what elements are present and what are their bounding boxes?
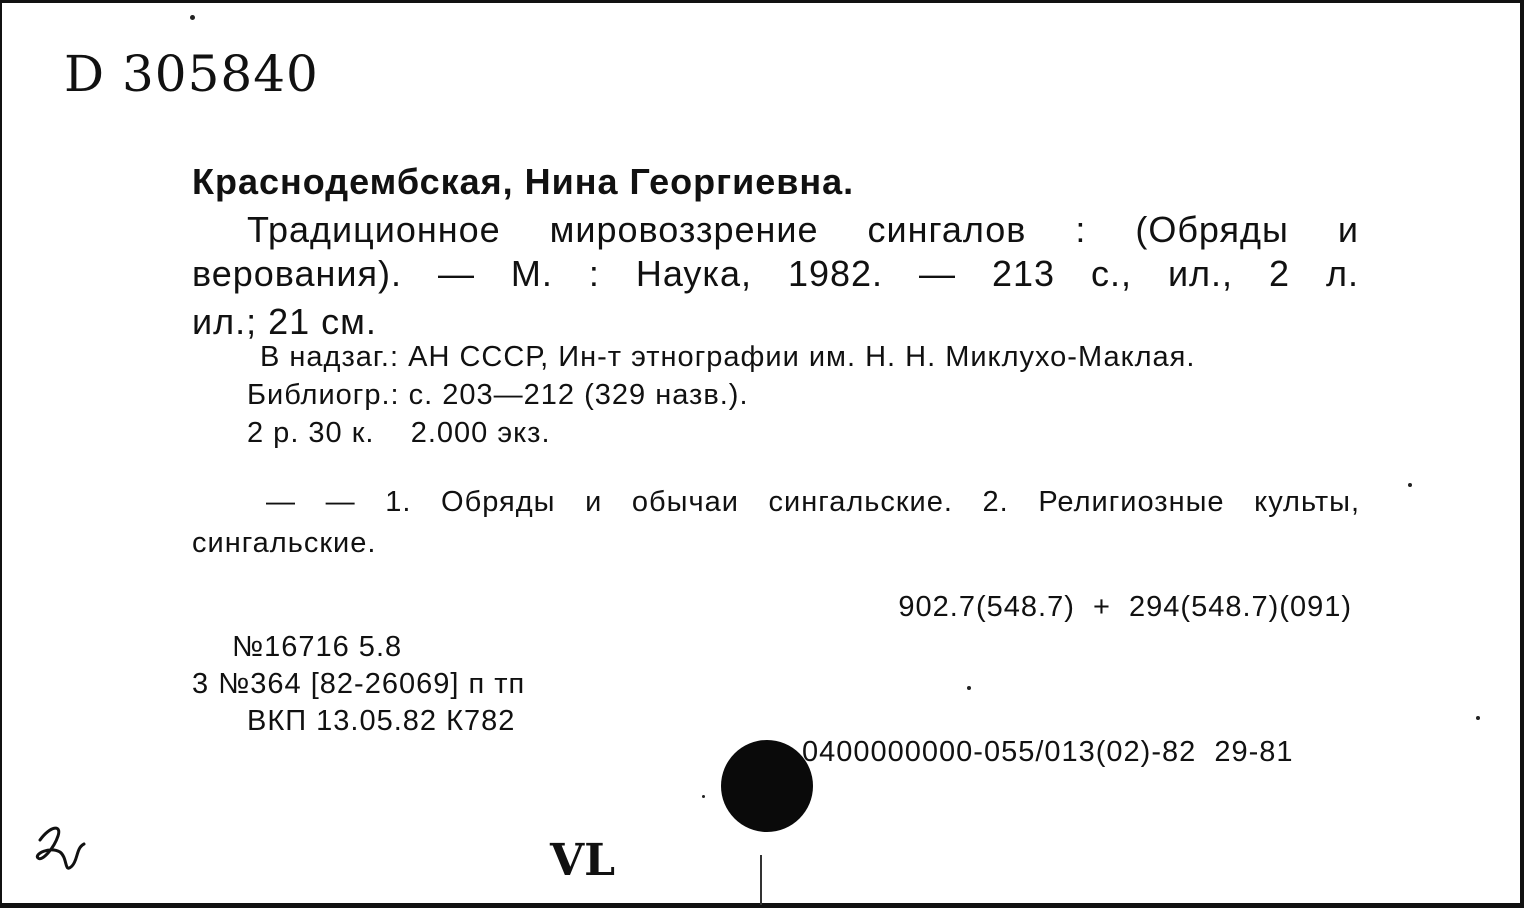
subject-line-2: сингальские. xyxy=(192,527,377,559)
handwritten-vl-mark: VL xyxy=(550,835,616,886)
note-bibliography: Библиогр.: с. 203—212 (329 назв.). xyxy=(247,379,749,411)
author-heading: Краснодембская, Нина Георгиевна. xyxy=(192,161,855,202)
dust-speck xyxy=(702,795,705,798)
edge-mark xyxy=(760,855,762,905)
note-price: 2 р. 30 к. 2.000 экз. xyxy=(247,417,551,449)
dust-speck xyxy=(1408,483,1412,487)
title-line-3: ил.; 21 см. xyxy=(192,301,377,342)
classification-index: 902.7(548.7) + 294(548.7)(091) xyxy=(898,591,1352,623)
call-number: D 305840 xyxy=(64,45,319,103)
title-line-1: Традиционное мировоззрение сингалов : (Обряды и xyxy=(247,209,1359,250)
dust-speck xyxy=(1476,716,1480,720)
dust-speck xyxy=(190,15,195,20)
registration-line-3: ВКП 13.05.82 К782 xyxy=(247,705,516,737)
punch-hole xyxy=(721,740,813,832)
subject-line-1: — — 1. Обряды и обычаи сингальские. 2. Религиозные культы, xyxy=(266,486,1360,518)
registration-line-1: №16716 5.8 xyxy=(232,631,403,663)
isbn-code: 0400000000-055/013(02)-82 29-81 xyxy=(802,736,1294,768)
note-header: В надзаг.: АН СССР, Ин-т этнографии им. Н. Н. Миклухо-Маклая. xyxy=(260,341,1196,373)
handwritten-squiggle-icon xyxy=(32,818,92,878)
dust-speck xyxy=(967,686,971,690)
title-line-2: верования). — М. : Наука, 1982. — 213 с., ил., 2 л. xyxy=(192,253,1359,294)
registration-line-2: 3 №364 [82-26069] п тп xyxy=(192,668,526,700)
